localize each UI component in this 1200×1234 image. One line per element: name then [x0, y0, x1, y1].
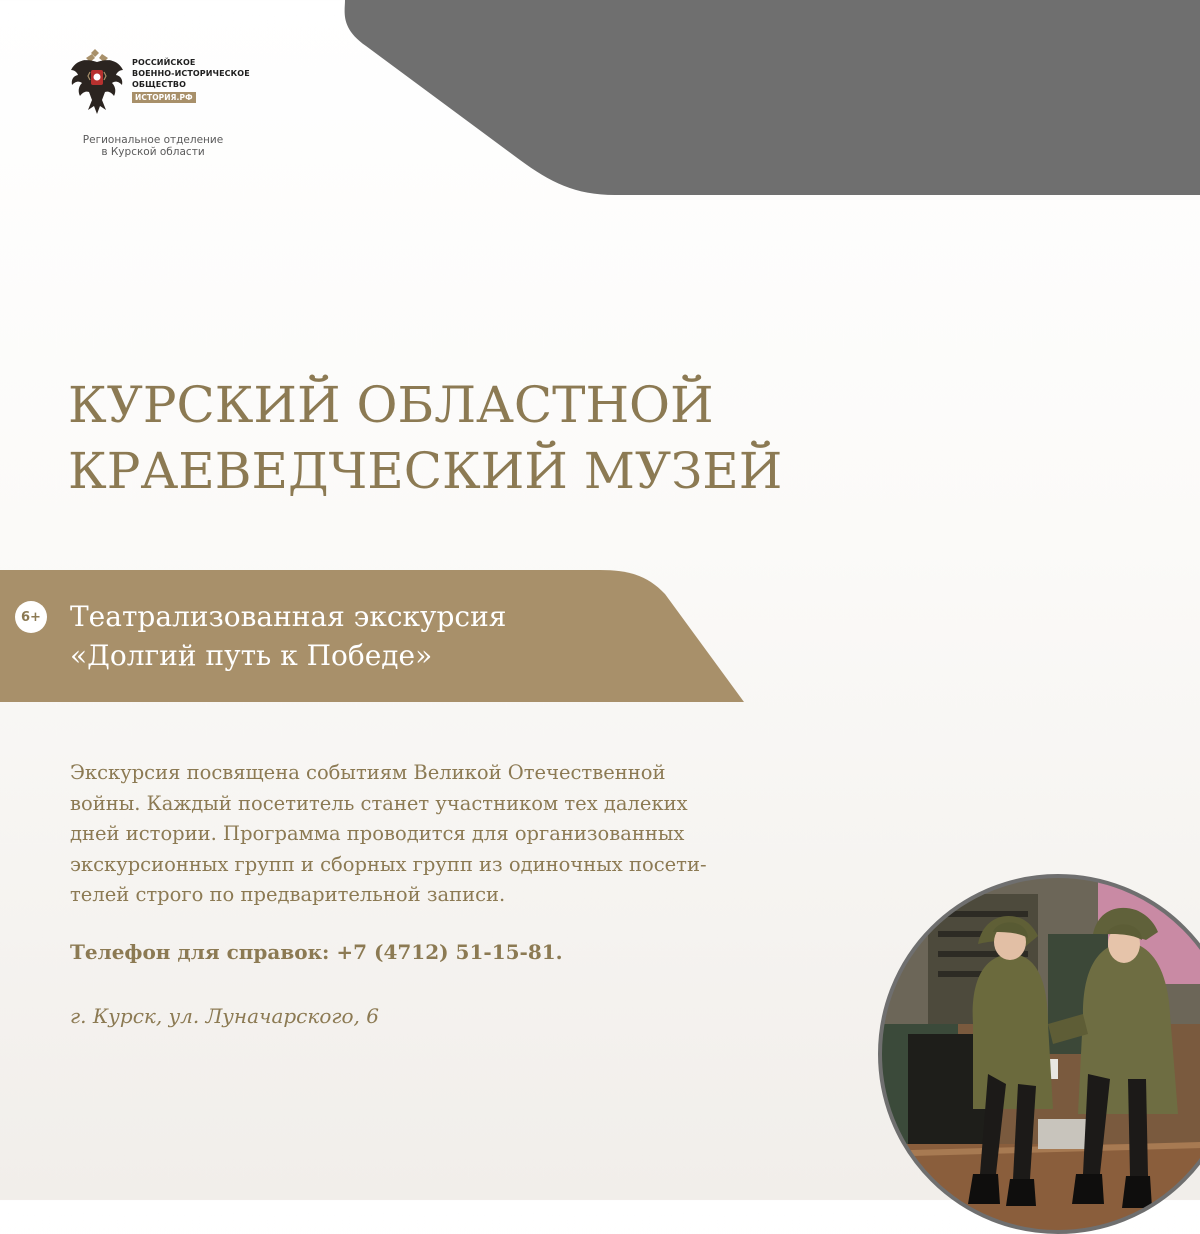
museum-title: [68, 372, 968, 504]
region-line-2: в Курской области: [101, 146, 205, 158]
event-name-line-1: Театрализованная экскурсия: [70, 600, 507, 633]
org-name-line-1: РОССИЙСКОЕ: [132, 58, 196, 67]
age-rating-badge: 6+: [15, 601, 47, 633]
museum-title-line-1: КУРСКИЙ ОБЛАСТНОЙ: [68, 376, 714, 434]
org-name-line-2: ВОЕННО-ИСТОРИЧЕСКОЕ: [132, 69, 250, 78]
org-name: [132, 57, 250, 103]
description-line-2: войны. Каждый посетитель станет участником тех далеких: [70, 791, 688, 815]
org-name-line-3: ОБЩЕСТВО: [132, 80, 186, 89]
event-name-line-2: «Долгий путь к Победе»: [70, 639, 433, 672]
rvio-logo: [68, 48, 268, 168]
museum-title-line-2: КРАЕВЕДЧЕСКИЙ МУЗЕЙ: [68, 442, 783, 500]
double-headed-eagle-icon: [68, 48, 126, 116]
description-line-3: дней истории. Программа проводится для организованных: [70, 822, 685, 845]
region-caption: [70, 134, 236, 158]
description-line-4: экскурсионных групп и сборных групп из одиночных посети-: [70, 852, 707, 876]
address: г. Курск, ул. Луначарского, 6: [70, 1004, 379, 1028]
org-site-badge: ИСТОРИЯ.РФ: [132, 92, 196, 103]
phone-info: Телефон для справок: +7 (4712) 51-15-81.: [70, 940, 563, 964]
description-line-1: Экскурсия посвящена событиям Великой Отечественной: [70, 761, 666, 784]
event-name: [70, 597, 506, 675]
region-line-1: Региональное отделение: [82, 134, 224, 146]
event-description: [70, 758, 810, 911]
description-line-5: телей строго по предварительной записи.: [70, 883, 506, 906]
event-photo: [878, 874, 1200, 1234]
